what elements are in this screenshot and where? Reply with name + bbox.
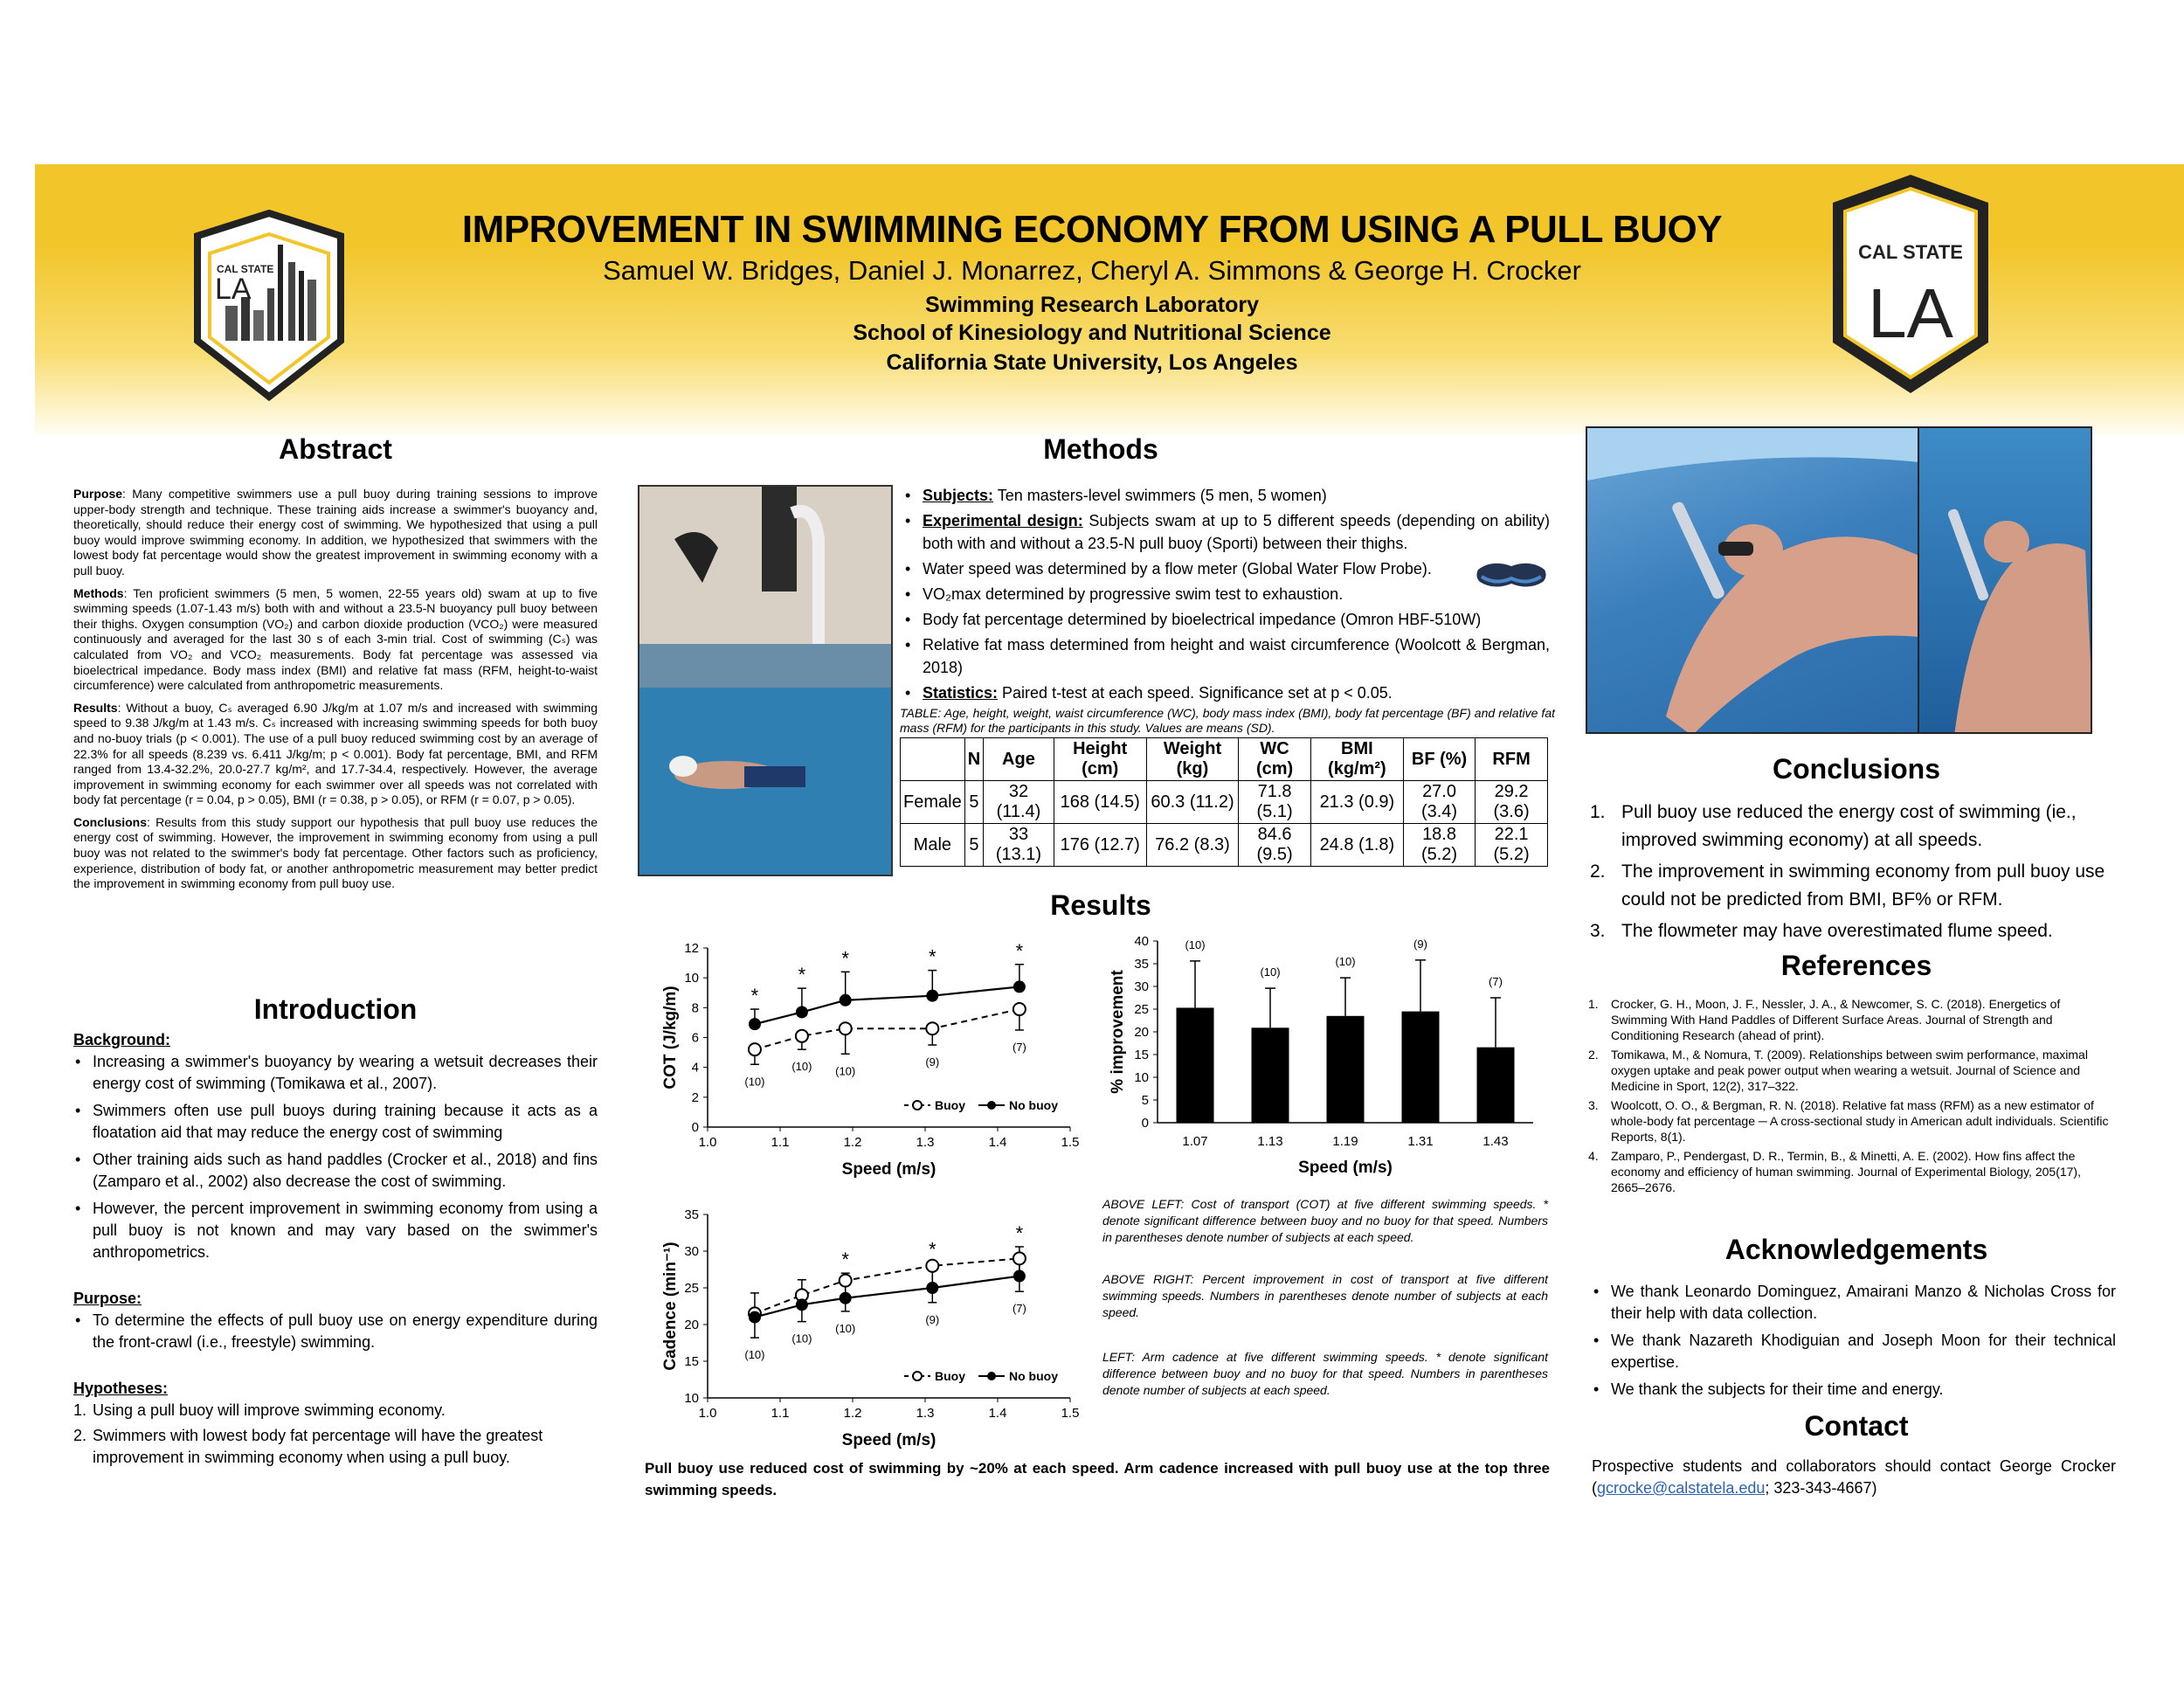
y-axis-label: COT (J/kg/m) — [661, 986, 680, 1090]
significance-marker: * — [1015, 939, 1024, 962]
y-tick-label: 15 — [684, 1354, 699, 1369]
data-point-no-buoy — [749, 1018, 761, 1030]
n-label: (10) — [744, 1348, 765, 1362]
x-tick-label: 1.3 — [916, 1406, 935, 1421]
stats-label: Statistics: — [923, 684, 999, 702]
x-tick-label: 1.3 — [916, 1135, 935, 1150]
table-cell: 5 — [964, 824, 983, 867]
swimmer-photo-1 — [1586, 426, 1926, 734]
methods-bullet-stats — [903, 681, 1550, 704]
legend-label-no-buoy: No buoy — [1009, 1369, 1058, 1383]
table-cell: 5 — [964, 781, 983, 824]
abstract-methods-label: Methods — [73, 585, 124, 600]
subjects-label: Subjects: — [923, 487, 994, 504]
y-tick-label: 20 — [684, 1318, 699, 1332]
methods-bullet-design — [903, 509, 1550, 555]
table-cell: 32 (11.4) — [984, 781, 1054, 824]
improvement-bar-chart — [1105, 930, 1551, 1180]
y-tick-label: 20 — [1134, 1025, 1149, 1040]
data-point-buoy — [749, 1043, 761, 1055]
stats-text: Paired t-test at each speed. Significance set at p < 0.05. — [998, 684, 1393, 702]
table-caption: TABLE: Age, height, weight, waist circumference (WC), body mass index (BMI), body fat percentage (BF) and relative fat mass (RFM) for the participants in this study. Values are means (SD). — [900, 706, 1555, 735]
y-tick-label: 10 — [684, 1391, 699, 1406]
n-label: (9) — [925, 1055, 940, 1069]
data-point-no-buoy — [926, 1282, 938, 1294]
table-cell: 176 (12.7) — [1054, 824, 1146, 867]
x-tick-label: 1.07 — [1182, 1134, 1208, 1149]
n-label: (9) — [925, 1312, 940, 1326]
hypothesis-text: Using a pull buoy will improve swimming economy. — [93, 1401, 446, 1419]
intro-purpose: • To determine the effects of pull buoy use on energy expenditure during the front-crawl (i.e., freestyle) swimming. — [73, 1310, 598, 1353]
legend-marker-no-buoy — [987, 1372, 996, 1380]
x-axis-label: Speed (m/s) — [841, 1431, 936, 1449]
series-line-no-buoy — [755, 986, 1019, 1024]
n-label: (10) — [744, 1075, 765, 1089]
n-label: (10) — [791, 1332, 812, 1346]
caption-above-left: ABOVE LEFT: Cost of transport (COT) at five different swimming speeds. * denote significant difference between buoy and no buoy for that speed. Numbers in parentheses denote number of subjects at each speed. — [1102, 1197, 1548, 1244]
series-line-buoy — [755, 1009, 1019, 1049]
y-tick-label: 6 — [691, 1030, 699, 1046]
legend-label-buoy: Buoy — [935, 1369, 965, 1383]
participant-table — [900, 737, 1548, 867]
n-label: (10) — [835, 1064, 856, 1078]
data-point-no-buoy — [840, 994, 852, 1007]
y-tick-label: 10 — [684, 971, 699, 986]
table-header: Weight (kg) — [1146, 738, 1239, 781]
n-label: (9) — [1413, 937, 1427, 951]
x-tick-label: 1.13 — [1257, 1134, 1283, 1149]
abstract-body — [73, 487, 598, 899]
data-point-buoy — [840, 1022, 852, 1034]
x-tick-label: 1.5 — [1061, 1135, 1080, 1150]
data-point-buoy — [796, 1030, 808, 1042]
x-axis-label: Speed (m/s) — [841, 1160, 936, 1179]
data-point-buoy — [926, 1260, 938, 1272]
abstract-heading: Abstract — [279, 433, 392, 465]
methods-bullet: • Body fat percentage determined by bioelectrical impedance (Omron HBF-510W) — [903, 608, 1550, 631]
table-cell: 84.6 (9.5) — [1239, 824, 1311, 867]
table-cell: Male — [901, 824, 965, 867]
data-point-buoy — [840, 1275, 852, 1287]
abstract-conclusions: : Results from this study support our hypothesis that pull buoy use reduces the energy cost of swimming. However, the improvement in swimming economy from using a pull buoy was not related to the swimmer's body fat percentage. Other factors such as proficiency, experience, distribution of body fat, or another anthropometric measurement may better predict the improvement in swimming economy from pull buoy use. — [73, 814, 598, 891]
y-tick-label: 10 — [1134, 1070, 1149, 1085]
data-point-no-buoy — [796, 1298, 808, 1311]
ack-item: • We thank Nazareth Khodiguian and Joseph Moon for their technical expertise. — [1592, 1330, 2116, 1373]
y-tick-label: 2 — [691, 1090, 699, 1105]
logo-right-bottom-text: LA — [1868, 274, 1953, 352]
x-tick-label: 1.43 — [1482, 1134, 1509, 1149]
x-tick-label: 1.0 — [698, 1135, 717, 1150]
subjects-text: Ten masters-level swimmers (5 men, 5 women) — [993, 487, 1327, 504]
table-header-row — [901, 738, 1548, 781]
reference-text: Zamparo, P., Pendergast, D. R., Termin, B., & Minetti, A. E. (2002). How fins affect the economy and efficiency of human swimming. Journal of Experimental Biology, 205(17), 2665–2676. — [1611, 1149, 2081, 1194]
contact-heading: Contact — [1804, 1410, 1909, 1442]
n-label: (10) — [1185, 937, 1206, 951]
y-tick-label: 30 — [684, 1244, 699, 1259]
data-point-no-buoy — [1013, 980, 1026, 993]
conclusion-item: 1. Pull buoy use reduced the energy cost of swimming (ie., improved swimming economy) at all speeds. — [1590, 802, 2077, 850]
table-cell: 27.0 (3.4) — [1403, 781, 1475, 824]
methods-heading: Methods — [1043, 433, 1158, 465]
references-heading: References — [1780, 950, 1932, 981]
swimmer-photo-2 — [1918, 426, 2092, 734]
poster-title: IMPROVEMENT IN SWIMMING ECONOMY FROM USING A PULL BUOY — [461, 208, 1723, 251]
n-label: (7) — [1012, 1040, 1026, 1054]
methods-bullet: • VO₂max determined by progressive swim test to exhaustion. — [903, 583, 1550, 605]
table-row — [901, 781, 1548, 824]
significance-marker: * — [1015, 1221, 1024, 1244]
results-heading: Results — [1050, 889, 1151, 921]
y-tick-label: 8 — [691, 1000, 699, 1016]
y-tick-label: 5 — [1141, 1093, 1149, 1108]
contact-text — [1592, 1456, 2116, 1499]
data-point-no-buoy — [926, 990, 938, 1002]
table-header: RFM — [1476, 738, 1548, 781]
table-header: N — [964, 738, 983, 781]
y-tick-label: 12 — [684, 941, 699, 956]
affiliation-university: California State University, Los Angeles — [886, 350, 1298, 375]
data-point-no-buoy — [796, 1006, 808, 1018]
n-label: (7) — [1489, 975, 1503, 988]
x-tick-label: 1.1 — [771, 1135, 790, 1150]
legend-marker-buoy — [913, 1372, 922, 1380]
table-row — [901, 824, 1548, 867]
acknowledgements-list — [1592, 1281, 2116, 1406]
results-summary: Pull buoy use reduced cost of swimming by ~20% at each speed. Arm cadence increased with pull buoy use at the top three swimming speeds. — [645, 1460, 1550, 1498]
acknowledgements-heading: Acknowledgements — [1724, 1234, 1988, 1265]
x-tick-label: 1.19 — [1332, 1134, 1358, 1149]
table-cell: 33 (13.1) — [984, 824, 1054, 867]
introduction-heading: Introduction — [253, 993, 418, 1025]
cadence-line-chart — [660, 1197, 1088, 1450]
x-tick-label: 1.2 — [843, 1406, 862, 1421]
conclusion-item: 2. The improvement in swimming economy from pull buoy use could not be predicted from BMI, BF% or RFM. — [1590, 861, 2105, 910]
abstract-purpose: : Many competitive swimmers use a pull buoy during training sessions to improve upper-body strength and technique. These training aids increase a swimmer's buoyancy and, theoretically, should reduce their energy cost of swimming. We hypothesized that using a pull buoy would improve swimming economy. In addition, we hypothesized that swimmers with the lowest body fat percentage would show the greatest improvement in swimming economy with a pull buoy. — [73, 487, 598, 578]
reference-item: 2. Tomikawa, M., & Nomura, T. (2009). Relationships between swim performance, maximal oxygen uptake and peak power output when wearing a wetsuit. Journal of Science and Medicine in Sport, 12(2), 317–322. — [1588, 1048, 2088, 1093]
methods-list — [903, 484, 1550, 707]
contact-phone: ; 323-343-4667) — [1765, 1479, 1877, 1497]
significance-marker: * — [929, 945, 936, 968]
x-tick-label: 1.31 — [1407, 1134, 1434, 1149]
data-point-no-buoy — [840, 1292, 852, 1304]
legend-marker-buoy — [913, 1101, 922, 1110]
n-label: (10) — [1335, 955, 1356, 969]
logo-right-top-text: CAL STATE — [1858, 241, 1963, 263]
conclusion-text: The improvement in swimming economy from pull buoy use could not be predicted from BMI, BF% or RFM. — [1621, 861, 2105, 910]
conclusion-text: Pull buoy use reduced the energy cost of swimming (ie., improved swimming economy) at all speeds. — [1621, 802, 2077, 850]
conclusions-list — [1590, 799, 2114, 949]
series-line-no-buoy — [755, 1276, 1019, 1318]
x-tick-label: 1.2 — [843, 1135, 862, 1150]
y-tick-label: 15 — [1134, 1048, 1149, 1062]
data-point-no-buoy — [1013, 1270, 1026, 1283]
x-tick-label: 1.4 — [988, 1406, 1007, 1421]
reference-text: Crocker, G. H., Moon, J. F., Nessler, J. A., & Newcomer, S. C. (2018). Energetics of Swimming With Hand Paddles of Different Surface Areas. Journal of Strength and Conditioning Research (ahead of print). — [1611, 997, 2061, 1042]
affiliation-school: School of Kinesiology and Nutritional Science — [853, 321, 1331, 345]
x-tick-label: 1.1 — [771, 1406, 790, 1421]
table-header: Height (cm) — [1054, 738, 1146, 781]
methods-bullet: • Relative fat mass determined from height and waist circumference (Woolcott & Bergman, 2018) — [903, 633, 1550, 679]
table-cell: 29.2 (3.6) — [1476, 781, 1548, 824]
n-label: (7) — [1012, 1302, 1026, 1316]
logo-left-top-text: CAL STATE — [217, 263, 274, 275]
bar — [1477, 1048, 1515, 1123]
y-axis-label: % improvement — [1109, 970, 1127, 1094]
y-axis-label: Cadence (min⁻¹) — [661, 1242, 680, 1371]
x-tick-label: 1.5 — [1061, 1406, 1080, 1421]
table-cell: 60.3 (11.2) — [1146, 781, 1239, 824]
caption-above-right: ABOVE RIGHT: Percent improvement in cost of transport at five different swimming speeds. Numbers in parentheses denote number of subjects at each speed. — [1102, 1272, 1548, 1319]
table-cell: 18.8 (5.2) — [1403, 824, 1475, 867]
data-point-buoy — [926, 1022, 938, 1034]
logo-left-bottom-text: LA — [215, 273, 252, 306]
table-cell: 22.1 (5.2) — [1476, 824, 1548, 867]
table-cell: Female — [901, 781, 965, 824]
conclusion-item: 3. The flowmeter may have overestimated flume speed. — [1590, 921, 2053, 941]
table-header: BMI (kg/m²) — [1310, 738, 1403, 781]
x-axis-label: Speed (m/s) — [1298, 1159, 1393, 1177]
y-tick-label: 0 — [691, 1120, 699, 1135]
hypothesis-item: 2. Swimmers with lowest body fat percentage will have the greatest improvement in swimming economy when using a pull buoy. — [73, 1427, 543, 1466]
table-cell: 76.2 (8.3) — [1146, 824, 1239, 867]
data-point-buoy — [1013, 1252, 1026, 1264]
legend-label-no-buoy: No buoy — [1009, 1098, 1058, 1112]
significance-marker: * — [841, 947, 849, 970]
y-tick-label: 25 — [684, 1281, 699, 1296]
affiliation-lab: Swimming Research Laboratory — [924, 293, 1260, 317]
poster-authors: Samuel W. Bridges, Daniel J. Monarrez, Cheryl A. Simmons & George H. Crocker — [603, 255, 1581, 286]
bar — [1327, 1016, 1365, 1123]
n-label: (10) — [1260, 965, 1281, 979]
design-text: Subjects swam at up to 5 different speeds (depending on ability) both with and without a 23.5-N pull buoy (Sporti) between their thighs. — [923, 512, 1550, 552]
significance-marker: * — [750, 985, 759, 1007]
y-tick-label: 40 — [1134, 934, 1149, 949]
swimmer-illustration-1 — [1587, 428, 1926, 734]
purpose-label: Purpose: — [73, 1290, 142, 1307]
abstract-methods: : Ten proficient swimmers (5 men, 5 women, 22-55 years old) swam at up to five swimming speeds (1.07-1.43 m/s) both with and without a 23.5-N buoyancy pull buoy between their thighs. Oxygen consumption (VO₂) and carbon dioxide production (VCO₂) were measured continuously and averaged for the last 30 s of each 3-min trial. Cost of swimming (Cₛ) was calculated from VO₂ and VCO₂ measurements. Body fat percentage was assessed via bioelectrical impedance. Body mass index (BMI) and relative fat mass (RFM, height-to-waist circumference) were calculated from anthropometric measurements. — [73, 585, 598, 693]
intro-bullet: • Swimmers often use pull buoys during training because it acts as a floatation aid that may reduce the energy cost of swimming — [73, 1100, 598, 1144]
y-tick-label: 35 — [1134, 957, 1149, 972]
reference-text: Woolcott, O. O., & Bergman, R. N. (2018). Relative fat mass (RFM) as a new estimator of whole-body fat percentage ─ A cross-sectional study in American adult individuals. Scientific Reports, 8(1). — [1611, 1098, 2109, 1144]
x-tick-label: 1.4 — [988, 1135, 1007, 1150]
intro-bullet: • Increasing a swimmer's buoyancy by wearing a wetsuit decreases their energy cost of swimming (Tomikawa et al., 2007). — [73, 1051, 598, 1095]
contact-intro: Prospective students and collaborators should contact George Crocker ( — [1592, 1457, 2116, 1497]
intro-bullet: • However, the percent improvement in swimming economy from using a pull buoy is not known and may vary based on the swimmer's anthropometrics. — [73, 1198, 598, 1263]
conclusion-text: The flowmeter may have overestimated flume speed. — [1621, 921, 2053, 941]
n-label: (10) — [835, 1321, 856, 1335]
pull-buoy-icon — [1475, 557, 1548, 592]
table-header: WC (cm) — [1239, 738, 1311, 781]
background-label: Background: — [73, 1031, 171, 1048]
series-line-buoy — [755, 1258, 1019, 1313]
significance-marker: * — [841, 1249, 849, 1271]
table-header — [901, 738, 965, 781]
table-header: Age — [984, 738, 1054, 781]
references-list — [1588, 996, 2112, 1199]
y-tick-label: 4 — [691, 1060, 699, 1076]
reference-item: 3. Woolcott, O. O., & Bergman, R. N. (2018). Relative fat mass (RFM) as a new estimator of whole-body fat percentage ─ A cross-sectional study in American adult individuals. Scientific Reports, 8(1). — [1588, 1098, 2109, 1144]
caption-left: LEFT: Arm cadence at five different swimming speeds. * denote significant difference between buoy and no buoy for that speed. Numbers in parentheses denote number of subjects at each speed. — [1102, 1350, 1548, 1397]
intro-bullet: • Other training aids such as hand paddles (Crocker et al., 2018) and fins (Zamparo et al., 2002) also decrease the cost of swimming. — [73, 1149, 598, 1193]
design-label: Experimental design: — [923, 512, 1083, 529]
n-label: (10) — [791, 1060, 812, 1074]
methods-bullet-subjects — [903, 484, 1550, 507]
reference-text: Tomikawa, M., & Nomura, T. (2009). Relationships between swim performance, maximal oxygen uptake and peak power output when wearing a wetsuit. Journal of Science and Medicine in Sport, 12(2), 317–322. — [1611, 1048, 2088, 1093]
y-tick-label: 30 — [1134, 979, 1149, 994]
data-point-no-buoy — [749, 1311, 761, 1324]
swimmer-illustration-2 — [1919, 428, 2092, 734]
reference-item: 4. Zamparo, P., Pendergast, D. R., Termin, B., & Minetti, A. E. (2002). How fins affect the economy and efficiency of human swimming. Journal of Experimental Biology, 205(17), 2665–2676. — [1588, 1149, 2081, 1194]
table-cell: 168 (14.5) — [1054, 781, 1146, 824]
y-tick-label: 25 — [1134, 1002, 1149, 1017]
significance-marker: * — [929, 1238, 936, 1261]
abstract-results: : Without a buoy, Cₛ averaged 6.90 J/kg/m at 1.07 m/s and increased with swimming speed to 9.38 J/kg/m at 1.43 m/s. Cₛ increased with increasing swimming speeds for both buoy and no-buoy trials (p < 0.001). The use of a pull buoy reduced swimming cost by an average of 22.3% for all speeds (8.239 vs. 6.411 J/kg/m; p < 0.001). Body fat percentage, BMI, and RFM ranged from 13.4-32.2%, 20.0-27.7 kg/m², and 17.7-34.4, respectively. However, the average improvement in swimming economy for each swimmer over all speeds was not correlated with body fat percentage (r = 0.04, p > 0.05), BMI (r = 0.38, p > 0.05), or RFM (r = 0.07, p > 0.05). — [73, 700, 598, 807]
abstract-conclusions-label: Conclusions — [73, 814, 148, 829]
legend-marker-no-buoy — [987, 1101, 996, 1110]
ack-item: • We thank Leonardo Dominguez, Amairani Manzo & Nicholas Cross for their help with data collection. — [1592, 1281, 2116, 1325]
bar — [1252, 1027, 1289, 1123]
flume-photo — [638, 485, 893, 876]
cot-line-chart — [660, 930, 1088, 1180]
table-cell: 71.8 (5.1) — [1239, 781, 1311, 824]
contact-email-link[interactable]: gcrocke@calstatela.edu — [1597, 1479, 1766, 1497]
hypothesis-text: Swimmers with lowest body fat percentage will have the greatest improvement in swimming economy when using a pull buoy. — [93, 1427, 543, 1466]
bar — [1402, 1012, 1440, 1123]
ack-item: • We thank the subjects for their time and energy. — [1592, 1379, 2116, 1401]
table-header: BF (%) — [1403, 738, 1475, 781]
bar — [1177, 1007, 1214, 1123]
reference-item: 1. Crocker, G. H., Moon, J. F., Nessler, J. A., & Newcomer, S. C. (2018). Energetics of Swimming With Hand Paddles of Different Surface Areas. Journal of Strength and Conditioning Research (ahead of print). — [1588, 997, 2061, 1042]
flume-illustration — [639, 487, 893, 876]
abstract-purpose-label: Purpose — [73, 487, 123, 501]
table-cell: 24.8 (1.8) — [1310, 824, 1403, 867]
methods-bullet: • Water speed was determined by a flow meter (Global Water Flow Probe). — [903, 557, 1550, 580]
data-point-buoy — [1013, 1003, 1026, 1015]
legend-label-buoy: Buoy — [935, 1098, 965, 1112]
y-tick-label: 0 — [1141, 1116, 1149, 1131]
significance-marker: * — [798, 964, 806, 986]
introduction-body — [73, 1029, 598, 1472]
y-tick-label: 35 — [684, 1207, 699, 1222]
hypotheses-label: Hypotheses: — [73, 1380, 169, 1397]
hypothesis-item: 1. Using a pull buoy will improve swimming economy. — [73, 1401, 446, 1419]
table-cell: 21.3 (0.9) — [1310, 781, 1403, 824]
x-tick-label: 1.0 — [698, 1406, 717, 1421]
conclusions-heading: Conclusions — [1772, 753, 1940, 785]
abstract-results-label: Results — [73, 700, 118, 715]
